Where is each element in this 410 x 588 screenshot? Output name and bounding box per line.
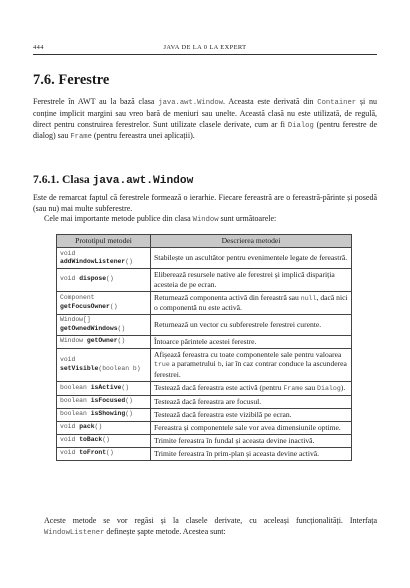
method-signature-cell <box>57 381 151 395</box>
running-title: JAVA DE LA 0 LA EXPERT <box>163 44 247 51</box>
inline-code: Frame <box>283 384 304 392</box>
table-row <box>57 447 352 460</box>
inline-code: java.awt.Window <box>158 99 223 107</box>
method-signature-cell <box>57 447 151 460</box>
description-text: Testează dacă fereastra are focusul. <box>154 396 262 406</box>
description-text: Întoarce părintele acestei ferestre. <box>154 336 257 346</box>
method-params: () <box>125 397 133 405</box>
method-description-cell <box>151 447 352 460</box>
table-row <box>57 268 352 291</box>
return-type: void <box>60 449 76 457</box>
method-signature-cell <box>57 421 151 434</box>
method-description-cell <box>151 291 352 315</box>
table-header-row <box>57 235 352 248</box>
method-description-cell <box>151 421 352 434</box>
method-description-cell <box>151 268 352 291</box>
method-name: isShowing <box>90 410 126 418</box>
return-type: void <box>60 356 76 364</box>
method-params: () <box>106 449 114 457</box>
section-heading: 7.6. Ferestre <box>33 72 110 88</box>
table-row <box>57 408 352 421</box>
method-description-cell <box>151 381 352 395</box>
method-params: () <box>109 302 118 310</box>
description-text: Returnează componenta activă din fereastră sau <box>154 292 301 302</box>
method-name: getFocusOwner <box>60 302 110 310</box>
subsection-heading: 7.6.1. Clasa java.awt.Window <box>33 173 194 187</box>
method-signature-cell <box>57 408 151 421</box>
method-name: getOwnedWindows <box>60 324 118 332</box>
return-type: void <box>60 249 76 257</box>
method-name: isActive <box>90 383 122 391</box>
description-text: Trimite fereastra în fundal și aceasta devine inactivă. <box>154 435 315 445</box>
methods-table <box>56 234 352 461</box>
table-row <box>57 315 352 336</box>
return-type: Window[] <box>60 316 91 324</box>
inline-code: Dialog <box>287 121 314 130</box>
method-name: toBack <box>79 436 103 444</box>
method-name: pack <box>79 423 95 431</box>
method-signature-cell <box>57 315 151 336</box>
inline-code: Frame <box>70 133 92 142</box>
description-text: Trimite fereastra în prim-plan și aceasta devine activă. <box>154 448 320 458</box>
method-description-cell <box>151 315 352 336</box>
table-row <box>57 421 352 434</box>
method-name: addWindowListener <box>60 258 126 266</box>
method-signature-cell <box>57 395 151 408</box>
table-body <box>57 248 352 460</box>
method-name: isFocused <box>90 397 126 405</box>
header-rule <box>33 54 377 55</box>
method-params: () <box>117 324 126 332</box>
description-text: Testează dacă fereastra este vizibilă pe ecran. <box>154 409 292 419</box>
return-type: Window <box>60 337 84 345</box>
table-row <box>57 348 352 381</box>
description-text: Afișează fereastra cu toate componentele sale pentru valoarea <box>154 349 342 359</box>
method-name: toFront <box>79 449 107 457</box>
page-header <box>33 40 377 54</box>
method-signature-cell <box>57 248 151 269</box>
method-params: () <box>121 383 130 391</box>
return-type: void <box>60 423 76 431</box>
return-type: void <box>60 275 76 283</box>
method-signature-cell <box>57 291 151 315</box>
description-text: Eliberează resursele native ale ferestrei și implică dispariția acesteia de pe ecran. <box>154 270 335 289</box>
inline-code: WindowListener <box>44 528 105 537</box>
description-text: ). <box>340 382 346 392</box>
method-description-cell <box>151 248 352 269</box>
method-params: () <box>94 423 103 431</box>
method-params: () <box>117 337 126 345</box>
method-params: (boolean b) <box>98 364 141 372</box>
closing-paragraph: Aceste metode se vor regăsi și la clasele derivate, cu aceleași funcționalități. Interfața WindowListener definește șapte metode. Acestea sunt: <box>44 516 377 537</box>
method-params: () <box>125 410 133 418</box>
description-text: Testează dacă fereastra este activă (pentru <box>154 382 284 392</box>
page-number: 444 <box>33 44 44 51</box>
table-row <box>57 395 352 408</box>
inline-code: true <box>154 361 170 369</box>
table-row <box>57 335 352 348</box>
method-description-cell <box>151 434 352 447</box>
column-header-description: Descrierea metodei <box>151 235 352 248</box>
method-description-cell <box>151 348 352 381</box>
method-signature-cell <box>57 335 151 348</box>
return-type: boolean <box>60 397 87 405</box>
method-params: () <box>102 436 110 444</box>
description-text: Returnează un vector cu subferestrele ferestrei curente. <box>154 320 322 330</box>
return-type: boolean <box>60 410 87 418</box>
description-text: , iar în caz contrar conduce la ascunderea ferestrei. <box>154 359 347 379</box>
method-description-cell <box>151 335 352 348</box>
table-row <box>57 291 352 315</box>
inline-code: Dialog <box>317 384 341 392</box>
inline-code: Container <box>317 99 357 107</box>
method-signature-cell <box>57 434 151 447</box>
column-header-signature: Prototipul metodei <box>57 235 151 248</box>
table-row <box>57 381 352 395</box>
methods-intro-paragraph: Cele mai importante metode publice din clasa Window sunt următoarele: <box>44 214 277 224</box>
inline-code: Window <box>192 216 219 224</box>
description-text: Fereastra și componentele sale vor avea dimensiunile optime. <box>154 422 341 432</box>
hierarchy-paragraph: Este de remarcat faptul că ferestrele formează o ierarhie. Fiecare fereastră are o fereastră-părinte și posedă (sau nu) mai multe subferestre. <box>33 193 377 213</box>
method-name: getOwner <box>86 337 118 345</box>
table-row <box>57 434 352 447</box>
description-text: sau <box>303 382 318 392</box>
description-text: , dacă nici o componentă nu este activă. <box>154 292 348 313</box>
table-row <box>57 248 352 269</box>
method-description-cell <box>151 408 352 421</box>
method-params: () <box>125 258 133 266</box>
method-description-cell <box>151 395 352 408</box>
return-type: Component <box>60 294 95 302</box>
inline-code: null <box>300 294 317 302</box>
description-text: Stabilește un ascultător pentru evenimentele legate de fereastră. <box>154 253 348 263</box>
description-text: a parametrului <box>169 359 218 369</box>
method-signature-cell <box>57 268 151 291</box>
return-type: boolean <box>60 383 87 391</box>
subsection-code: java.awt.Window <box>92 175 194 187</box>
method-params: () <box>106 275 114 283</box>
return-type: void <box>60 436 76 444</box>
method-name: dispose <box>79 275 107 283</box>
intro-paragraph: Ferestrele în AWT au la bază clasa java.awt.Window. Aceasta este derivată din Container și nu conține implicit margini sau vreo bară de meniuri sau unelte. Această clasă nu este utilizată, de regulă, direct pentru construirea ferestrelor. Sunt utilizate clasele derivate, cum ar fi Dialog (pentru ferestre de dialog) sau Frame (pentru fereastra unei aplicații). <box>33 97 378 142</box>
method-name: setVisible <box>60 364 99 372</box>
method-signature-cell <box>57 348 151 381</box>
inline-code: b <box>217 361 222 369</box>
